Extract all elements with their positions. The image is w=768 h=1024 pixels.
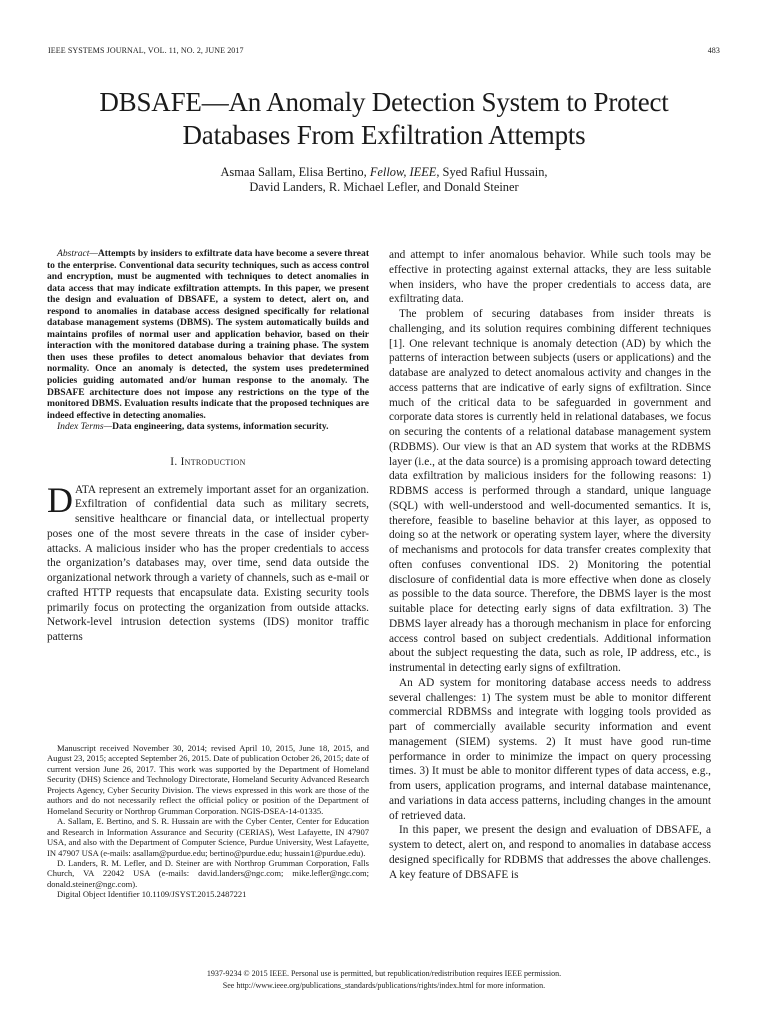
abstract xyxy=(47,248,369,421)
authors-part-a: Asmaa Sallam, Elisa Bertino, xyxy=(220,165,370,179)
authors-part-b: , Syed Rafiul Hussain, xyxy=(436,165,548,179)
abstract-text: Attempts by insiders to exfiltrate data have become a severe threat to the enterprise. Conventional data security techniques, such as access control and encryption, must be augmented with techniques to detect anomalies in data access that may indicate exfiltration attempts. In this paper, we present the design and evaluation of DBSAFE, a system to detect, alert on, and respond to anomalies in database access designed specifically for relational database management systems (DBMS). The system automatically builds and maintains profiles of normal user and application behavior, based on their interaction with the monitored database during a training phase. The system then uses these profiles to detect anomalous behavior that deviates from normality. Once an anomaly is detected, the system uses predetermined policies guiding automated and/or human response to the anomaly. The DBSAFE architecture does not impose any restrictions on the type of the monitored DBMS. Evaluation results indicate that the proposed techniques are indeed effective in detecting anomalies. xyxy=(47,248,369,421)
copyright-notice xyxy=(48,968,720,992)
section-heading-introduction xyxy=(47,455,369,470)
author-line-1 xyxy=(48,165,720,180)
body-paragraph-3: An AD system for monitoring database access needs to address several challenges: 1) The system must be able to monitor different commercial RDBMSs and integrate with logging tools provided as part of commercially available security information and event management (SIEM) systems. 2) It must have good run-time performance in order to minimize the impact on query processing times. 3) It must be able to monitor different types of data access, e.g., from users, application programs, and internal database maintenance, and variations in data access patterns, including changes in the amount of retrieved data. xyxy=(389,676,711,822)
intro-first-word: ATA xyxy=(75,483,96,496)
drop-cap: D xyxy=(47,479,73,520)
section-title: Introduction xyxy=(180,455,246,468)
fellow-ieee: Fellow, IEEE xyxy=(369,165,437,179)
author-line-2: David Landers, R. Michael Lefler, and Donald Steiner xyxy=(249,180,519,194)
footnotes xyxy=(47,743,369,900)
footnote-doi: Digital Object Identifier 10.1109/JSYST.2015.2487221 xyxy=(57,889,247,900)
copyright-line-1: 1937-9234 © 2015 IEEE. Personal use is permitted, but republication/redistribution requires IEEE permission. xyxy=(206,969,562,978)
footnote-affiliation-northrop: D. Landers, R. M. Lefler, and D. Steiner are with Northrop Grumman Corporation, Falls Church, VA 22042 USA (e-mails: david.landers@ngc.com; mike.lefler@ngc.com; donald.steiner@ngc.com). xyxy=(47,857,369,889)
right-column xyxy=(389,248,711,882)
section-number: I. xyxy=(170,455,181,468)
copyright-line-2: See http://www.ieee.org/publications_standards/publications/rights/index.html for more information. xyxy=(222,981,546,990)
index-terms-label: Index Terms— xyxy=(57,421,113,433)
body-paragraph-2: The problem of securing databases from insider threats is challenging, and its solution requires combining different techniques [1]. One relevant technique is anomaly detection (AD) by which the patterns of interaction between subjects (users or applications) and the database are analyzed to detect anomalous activity and changes in the access patterns that are indicative of early signs of exfiltration. Since much of the critical data to be safeguarded in government and corporate data stores is currently held in relational databases, we focus on securing the contents of a relational database management system (RDBMS). Our view is that an AD system that works at the RDBMS layer (i.e., at the data source) is a promising approach toward detecting data exfiltration by malicious insiders for the following reasons: 1) RDBMS access is performed through a standard, unique language (SQL) with well-understood and well-documented semantics. It is, therefore, feasible to baseline behavior at this layer, as opposed to doing so at the network or operating system layer, where the diversity of mechanisms and protocols for data transfer creates complexity that often confuses conventional IDS. 2) Monitoring the potential disclosure of confidential data is more effective when done as closely as possible to the data source. Therefore, the DBMS layer is the most suitable place for detecting early signs of data exfiltration. 3) The DBMS layer already has a thorough mechanism in place for enforcing access control based on subject credentials. Additional information about the subject requesting the data, such as role, IP address, etc., is instrumental in detecting early signs of exfiltration. xyxy=(389,308,711,674)
page-number: 483 xyxy=(707,46,720,55)
journal-name: IEEE SYSTEMS JOURNAL, VOL. 11, NO. 2, JUNE 2017 xyxy=(48,46,244,55)
footnote-affiliation-purdue: A. Sallam, E. Bertino, and S. R. Hussain are with the Cyber Center, Center for Education and Research in Information Assurance and Security (CERIAS), West Lafayette, IN 47907 USA, and also with the Department of Computer Science, Purdue University, West Lafayette, IN 47907 USA (e-mails: asallam@purdue.edu; bertino@purdue.edu; hussain1@purdue.edu). xyxy=(47,816,369,858)
author-list xyxy=(48,165,720,195)
body-paragraph-1: and attempt to infer anomalous behavior. While such tools may be effective in protecting against external attacks, they are less suitable when insiders, who have the proper credentials to access data, are exfiltrating data. xyxy=(389,249,711,306)
index-terms-text: Data engineering, data systems, information security. xyxy=(112,421,329,433)
abstract-label: Abstract— xyxy=(57,248,98,259)
left-column xyxy=(47,248,369,645)
index-terms xyxy=(47,421,369,433)
paper-title: DBSAFE—An Anomaly Detection System to Protect Databases From Exfiltration Attempts xyxy=(99,87,669,150)
intro-text: represent an extremely important asset for an organization. Exfiltration of confidential data such as military secrets, sensitive healthcare or financial data, or intellectual property poses one of the most severe threats in the case of insider cyber-attacks. A malicious insider who has the proper credentials to access the organization’s databases may, over time, send data outside the organizational network through a variety of channels, such as e-mail or crafted HTTP requests that encapsulate data. Existing security tools primarily focus on protecting the organization from outside attacks. Network-level intrusion detection systems (IDS) monitor traffic patterns xyxy=(47,483,369,643)
body-paragraph-4: In this paper, we present the design and evaluation of DBSAFE, a system to detect, alert on, and respond to anomalies in database access designed specifically for RDBMS that addresses the above challenges. A key feature of DBSAFE is xyxy=(389,824,711,881)
intro-paragraph xyxy=(47,479,369,645)
running-header xyxy=(48,46,720,58)
footnote-manuscript: Manuscript received November 30, 2014; revised April 10, 2015, June 18, 2015, and August 23, 2015; accepted September 26, 2015. Date of publication October 26, 2015; date of current version June 26, 2017. This work was supported by the Department of Homeland Security (DHS) Science and Technology Directorate, Homeland Security Advanced Research Projects Agency, Cyber Security Division. The views expressed in this work are those of the authors and do not necessarily reflect the official policy or position of the Department of Homeland Security or Northrop Grumman Corporation. NGIS-DSEA-14-01335. xyxy=(47,743,369,816)
